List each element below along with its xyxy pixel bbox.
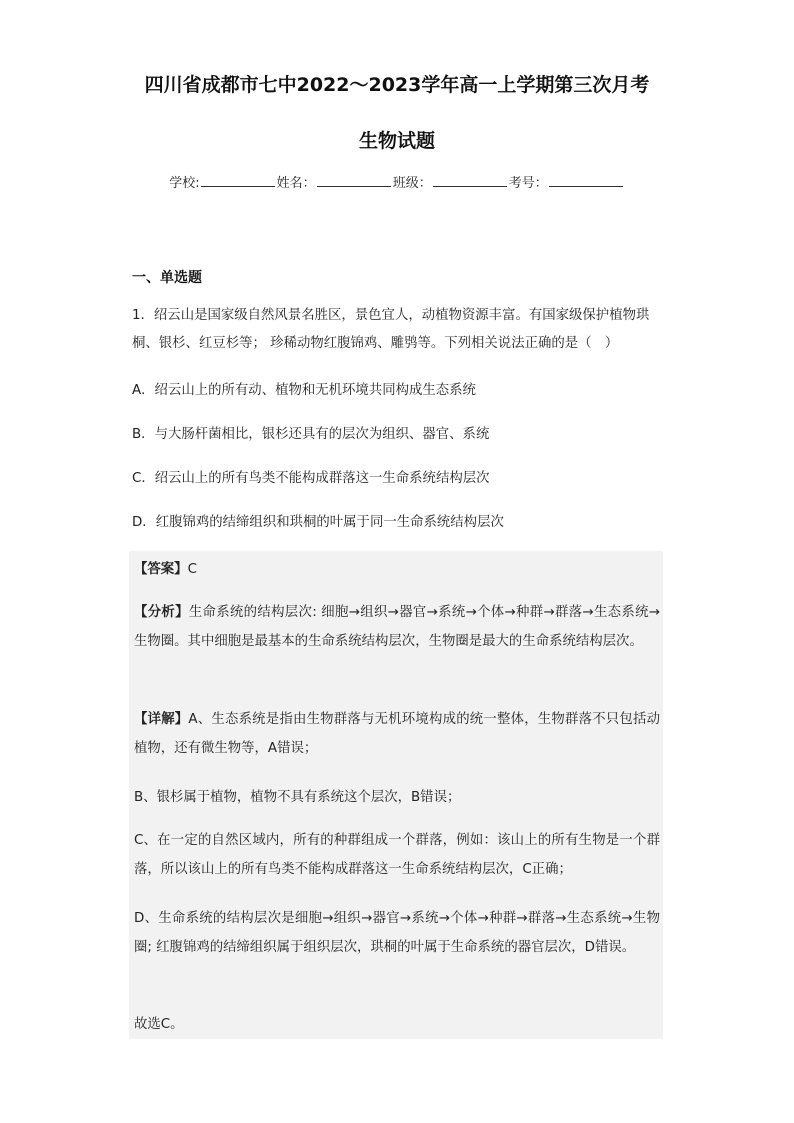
detail-paragraph-a <box>134 705 660 763</box>
option-d: D．红腹锦鸡的结缔组织和珙桐的叶属于同一生命系统结构层次 <box>132 515 504 530</box>
detail-paragraph-b: B、银杉属于植物，植物不具有系统这个层次，B错误； <box>134 790 461 805</box>
school-blank <box>201 174 275 187</box>
question-stem: 1．绍云山是国家级自然风景名胜区，景色宜人，动植物资源丰富。有国家级保护植物珙桐、银杉、红豆杉等； 珍稀动物红腹锦鸡、雕鸮等。下列相关说法正确的是（ ） <box>132 308 650 351</box>
detail-paragraph-d: D、生命系统的结构层次是细胞→组织→器官→系统→个体→种群→群落→生态系统→生物圈; 红腹锦鸡的结缔组织属于组织层次，珙桐的叶属于生命系统的器官层次，D错误。 <box>134 911 660 955</box>
option-c: C．绍云山上的所有鸟类不能构成群落这一生命系统结构层次 <box>132 471 490 486</box>
number-blank <box>549 174 623 187</box>
conclusion: 故选C。 <box>134 1017 184 1032</box>
option-b: B．与大肠杆菌相比，银杉还具有的层次为组织、器官、系统 <box>132 427 490 442</box>
student-info-line <box>0 172 794 191</box>
analysis-paragraph <box>134 598 660 656</box>
detail-tag: 【详解】 <box>134 712 189 727</box>
number-label: 考号： <box>508 176 548 191</box>
class-label: 班级： <box>392 176 432 191</box>
exam-subject-title: 生物试题 <box>358 130 435 152</box>
analysis-text: 生命系统的结构层次: 细胞→组织→器官→系统→个体→种群→群落→生态系统→生物圈。其中细胞是最基本的生命系统结构层次，生物圈是最大的生命系统结构层次。 <box>134 605 661 649</box>
answer-line <box>134 555 660 584</box>
section-title: 一、单选题 <box>132 270 202 286</box>
detail-a-text: A、生态系统是指由生物群落与无机环境构成的统一整体，生物群落不只包括动植物，还有微生物等，A错误； <box>134 712 660 756</box>
name-blank <box>317 174 391 187</box>
detail-paragraph-c: C、在一定的自然区域内，所有的种群组成一个群落，例如：该山上的所有生物是一个群落，所以该山上的所有鸟类不能构成群落这一生命系统结构层次，C正确； <box>134 833 660 877</box>
answer-tag: 【答案】 <box>134 562 188 577</box>
name-label: 姓名： <box>276 176 316 191</box>
class-blank <box>433 174 507 187</box>
analysis-tag: 【分析】 <box>134 605 189 620</box>
option-a: A．绍云山上的所有动、植物和无机环境共同构成生态系统 <box>132 383 476 398</box>
exam-title: 四川省成都市七中2022～2023学年高一上学期第三次月考 <box>144 74 650 96</box>
answer-value: C <box>187 562 197 577</box>
school-label: 学校: <box>169 176 200 191</box>
